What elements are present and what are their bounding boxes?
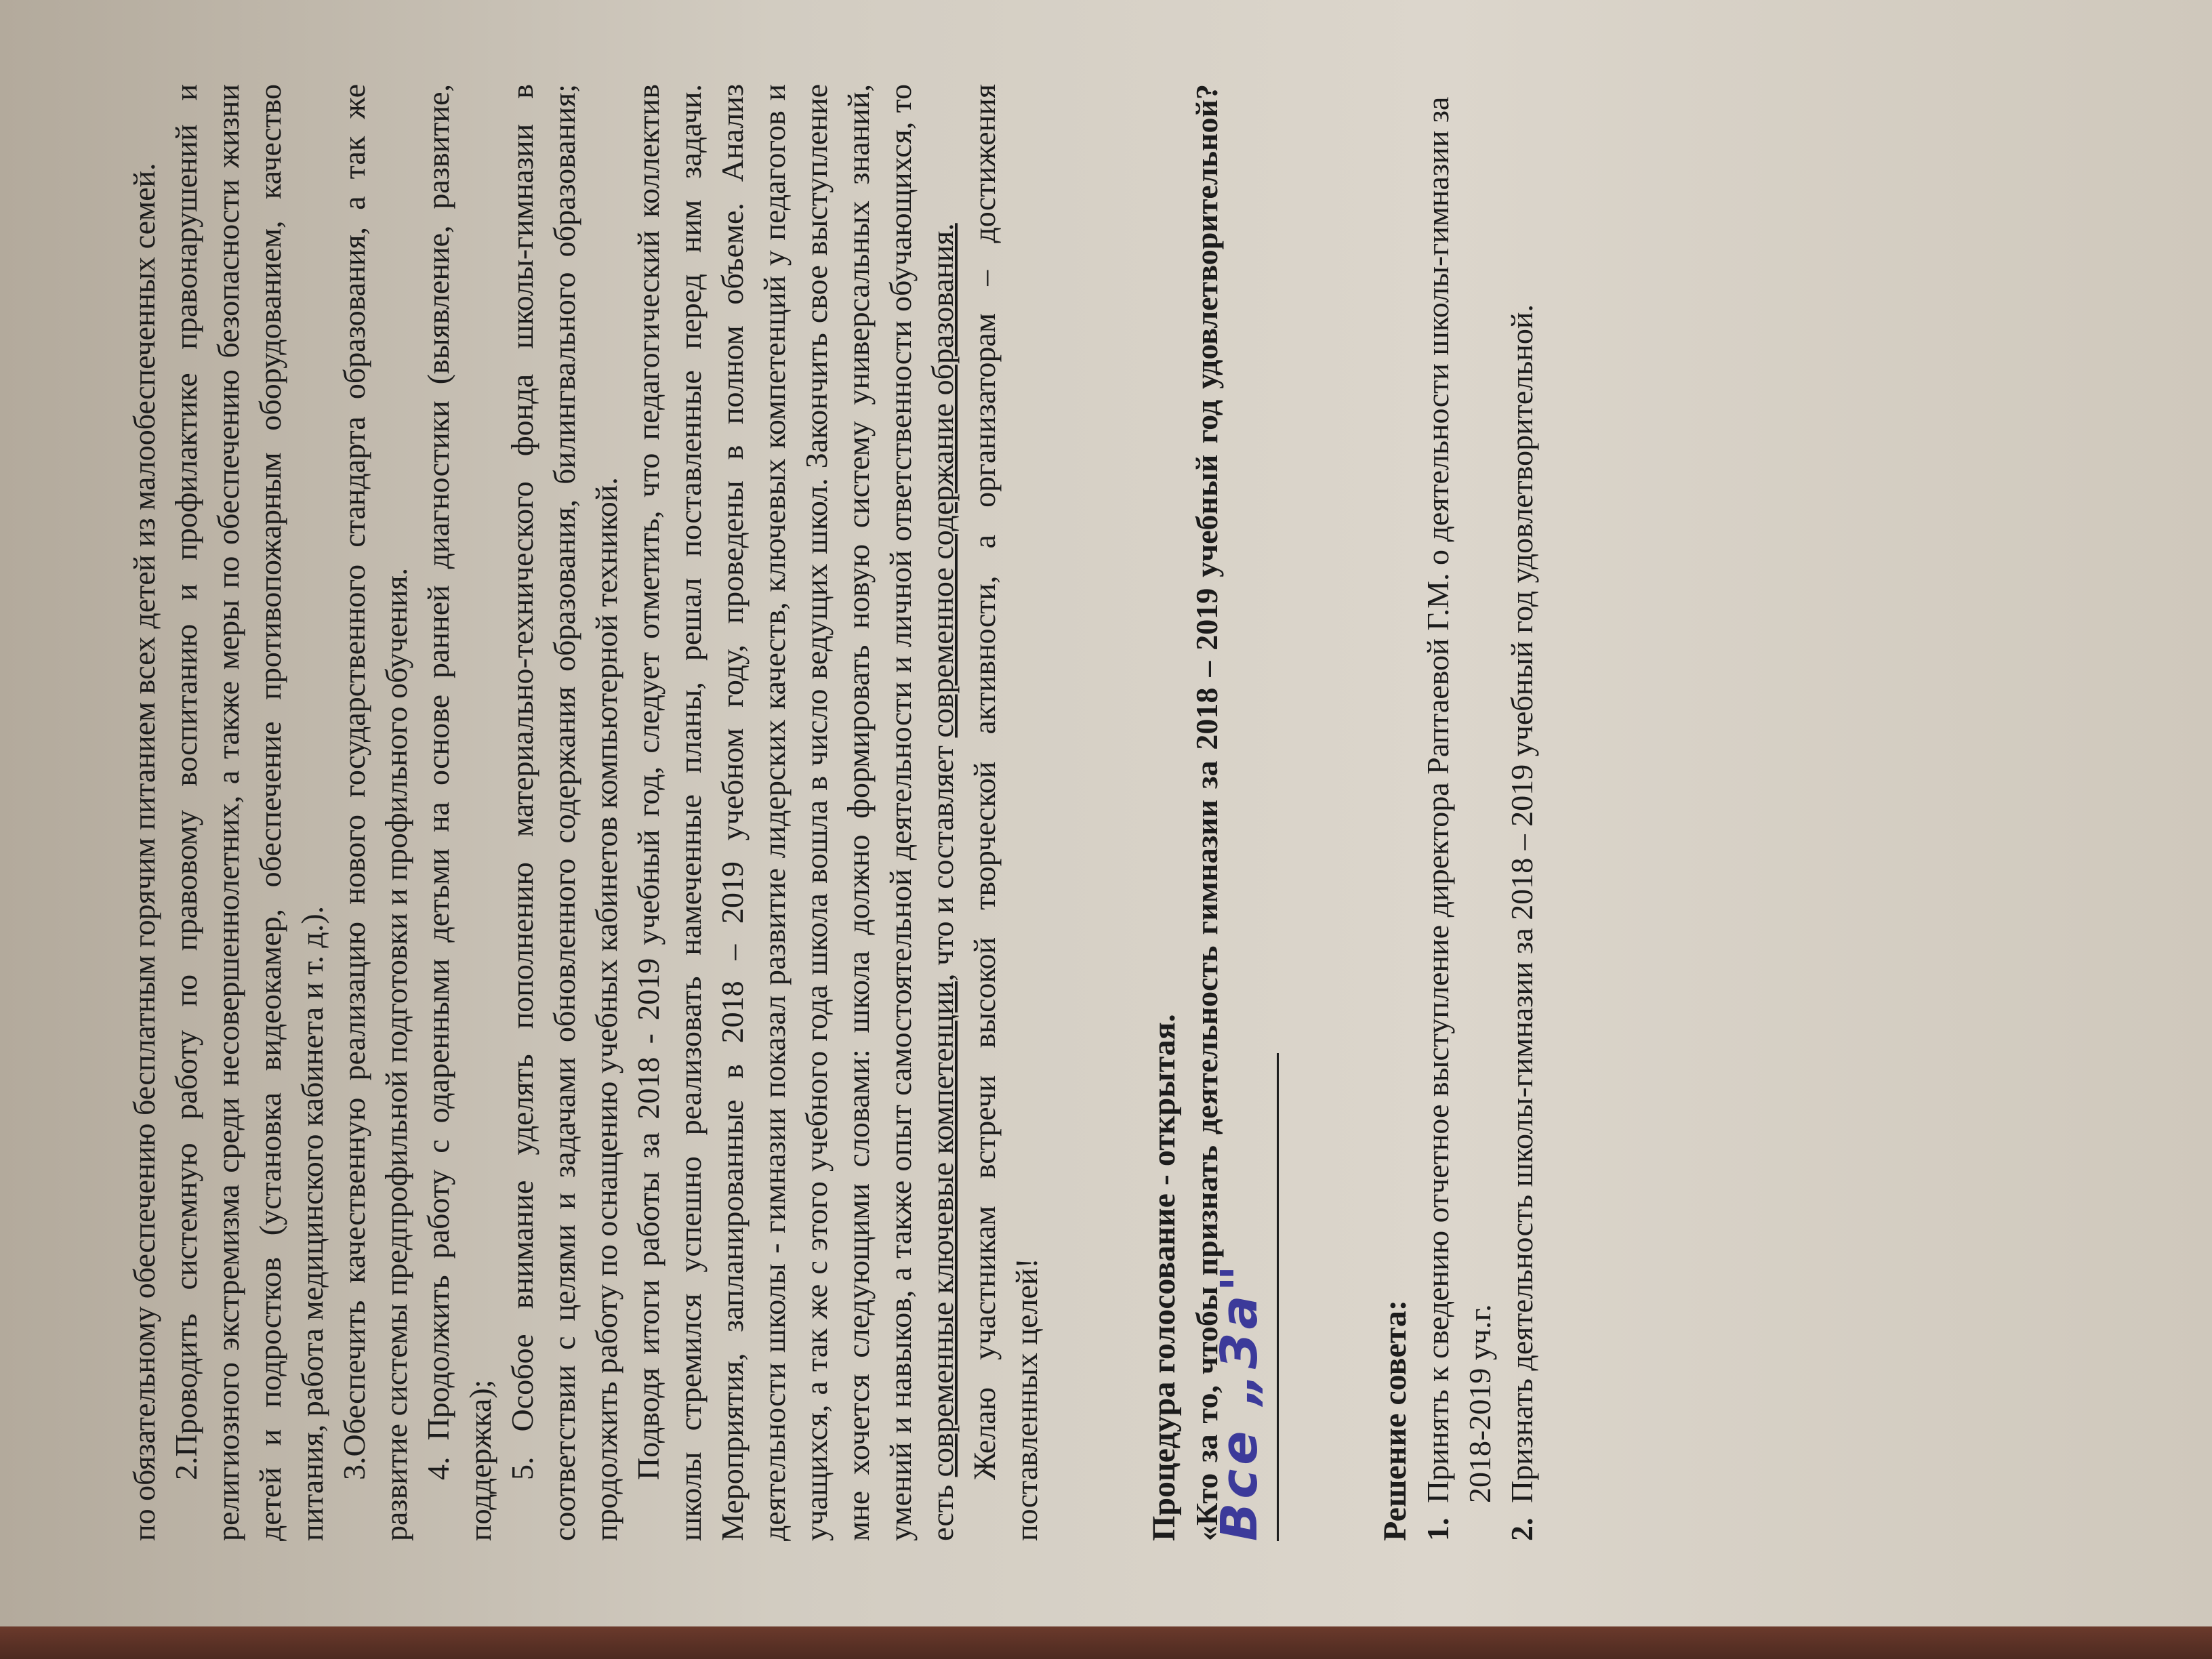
paragraph-wishes: Желаю участникам встречи высокой творческой активности, а организаторам – достижения поставленных целей! [967,84,1044,1541]
decision-item-text: Принять к сведению отчетное выступление директора Раптаевой Г.М. о деятельности школы-гимназии за 2018-2019 уч.г. [1420,96,1497,1503]
summary-underlined-competencies: современные ключевые компетенции [925,981,960,1477]
decision-title: Решение совета: [1377,1300,1413,1541]
summary-underlined-content: современное содержание образования. [925,223,960,738]
decision-item-text: Признать деятельность школы-гимназии за 2018 – 2019 учебный год удовлетворительной. [1504,304,1539,1503]
voting-question-block [1186,84,1279,1541]
voting-procedure: Процедура голосование - открытая. [1146,1014,1182,1541]
paragraph-summary [628,84,964,1541]
spacer [1279,84,1374,1541]
paragraph-item-4: 4. Продолжить работу с одаренными детьми на основе ранней диагностики (выявление, развитие, поддержка); [421,84,497,1541]
decision-item-number: 2. [1504,1517,1539,1541]
decision-list [1417,84,1543,1541]
decision-item [1417,84,1501,1541]
handwritten-vote-answer: Все „За" [1210,1261,1269,1541]
summary-text: Подводя итоги работы за 2018 - 2019 учебный год, следует отметить, что педагогический коллектив школы стремился успешно реализовать намеченные планы, решал поставленные перед ним задачи. Мероприятия, запланированные в 2018 – 2019 учебном году, проведены в полном объеме. Анализ деятельности школы - гимназии показал развитие лидерских качеств, ключевых компетенций у педагогов и учащихся, а так же с этого учебного года школа вошла в число ведущих школ. Закончить свое выступление мне хочется следующими словами: школа должно формировать новую систему универсальных знаний, умений и навыков, а также опыт самостоятельной деятельности и личной ответственности обучающихся, то есть [631,84,960,1541]
spacer [1048,84,1143,1541]
paragraph-item-2: 2.Проводить системную работу по правовому воспитанию и профилактике правонарушений и религиозного экстремизма среди несовершеннолетних, а также меры по обеспечению безопасности жизни детей и подростков (установка видеокамер, обеспечение противопожарным оборудованием, качество питания, работа медицинского кабинета и т. д.). [169,84,329,1541]
paragraph-item-3: 3.Обеспечить качественную реализацию нового государственного стандарта образования, а так же развитие системы предпрофильной подготовки и профильного обучения. [337,84,413,1541]
paragraph-item-5: 5. Особое внимание уделять пополнению материально-технического фонда школы-гимназии в соответствии с целями и задачами обновленного содержания образования, билингвального образования; продолжить работу по оснащению учебных кабинетов компьютерной техникой. [505,84,623,1541]
decision-item [1501,84,1543,1541]
decision-item-number: 1. [1420,1517,1455,1541]
document-page [42,16,2170,1643]
voting-question: «Кто за то, чтобы признать деятельность гимназии за 2018 – 2019 учебный год удовлетворительной? [1189,84,1224,1541]
paragraph-meals: по обязательному обеспечению бесплатным горячим питанием всех детей из малообеспеченных семей. [127,163,161,1541]
summary-connector: , что и составляет [925,737,960,982]
vote-answer-line [1210,1053,1279,1541]
